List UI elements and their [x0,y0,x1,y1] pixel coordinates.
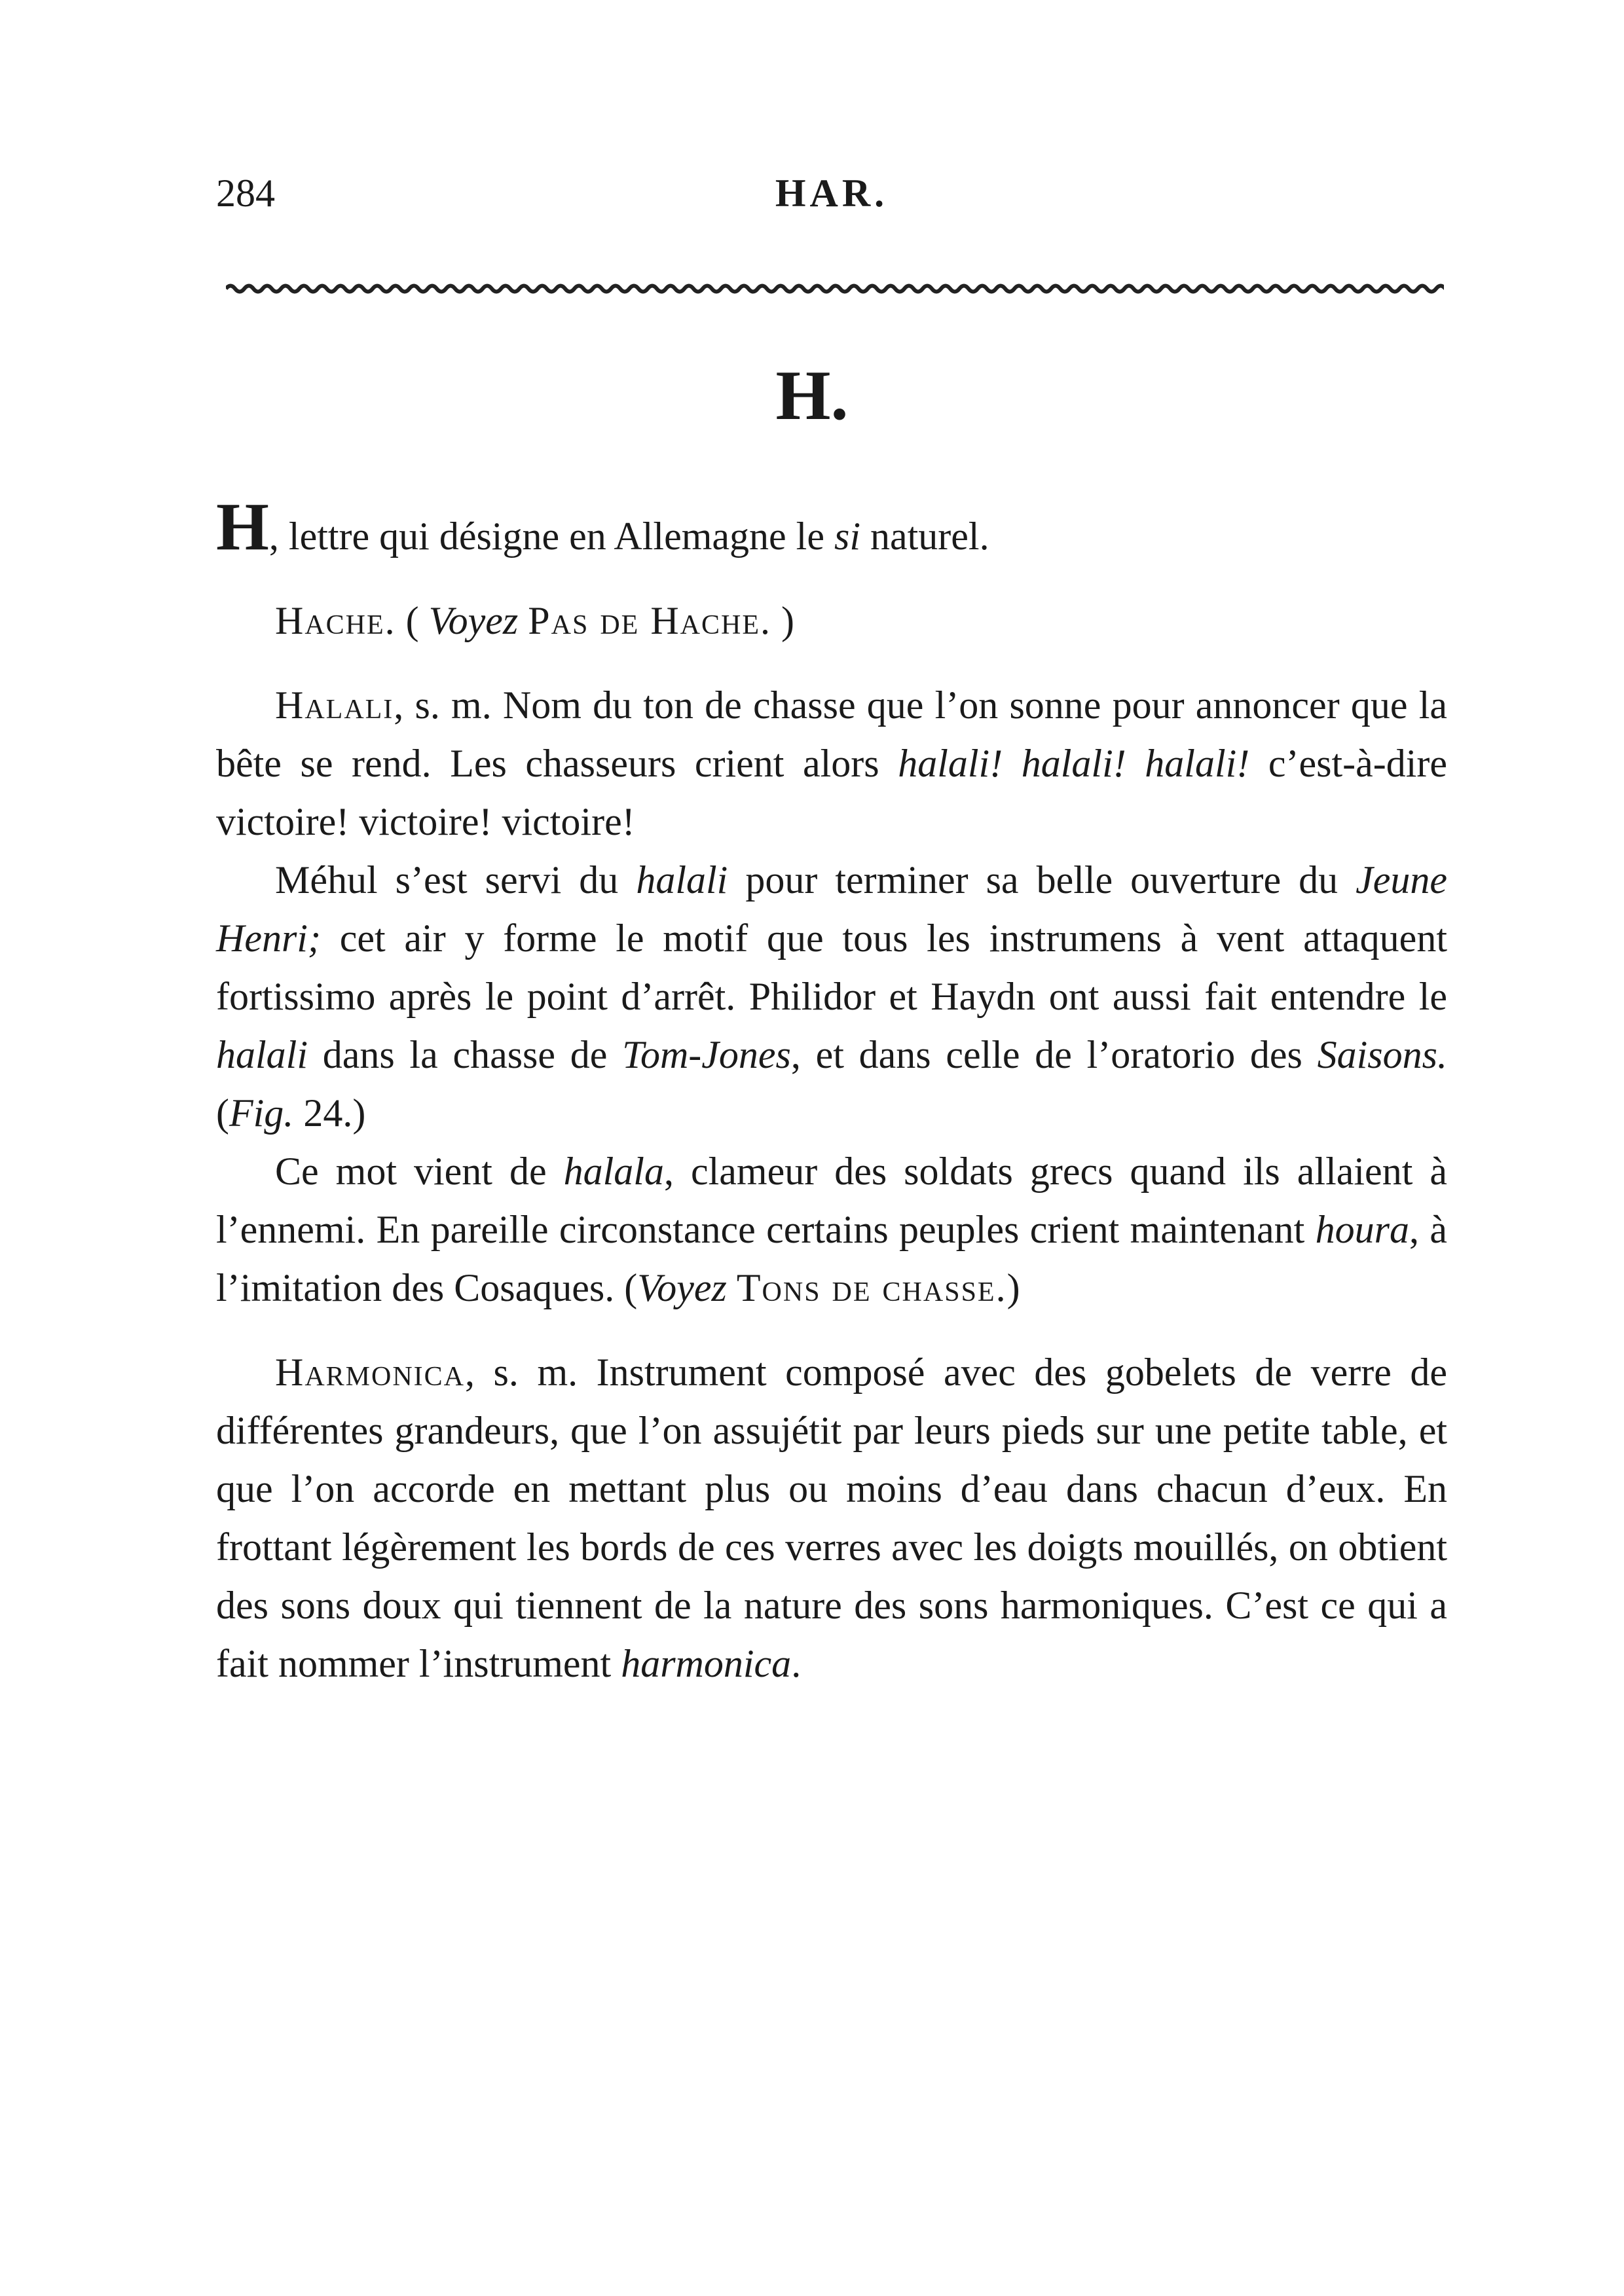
entry-text: dans la chasse de [308,1033,623,1076]
entry-harmonica [216,1343,1447,1693]
entry-italic: Fig. [229,1091,294,1135]
entry-text: , s. m. Instrument composé avec des gobelets de verre de différentes grandeurs, que l’on assujétit par leurs pieds sur une petite table, et que l’on accorde en mettant plus ou moins d’eau dans chacun d’eux. En frottant légèrement les bords de ces verres avec les doigts mouillés, on obtient des sons doux qui tiennent de la nature des sons harmoniques. C’est ce qui a fait nommer l’instrument [216,1351,1447,1685]
entry-text [518,599,528,642]
entry-text: ( [396,599,429,642]
entry-text: . [791,1642,802,1685]
section-letter: H. [775,357,849,435]
page-number: 284 [216,172,275,215]
entry-headword: Hache. [275,599,396,642]
paragraph-mehul [216,851,1447,1142]
entry-text: , et dans celle de l’oratorio des [790,1033,1318,1076]
cross-reference: Pas de Hache. [528,599,771,642]
dictionary-text [216,489,1448,1693]
decorative-wavy-rule [226,282,1444,296]
entry-italic: halala [563,1150,664,1193]
entry-text: , à l’imitation des Cosaques. ( [216,1208,1447,1309]
entry-italic: Tom-Jones [622,1033,791,1076]
entry-text: pour terminer sa belle ouverture du [728,858,1356,902]
entry-text: naturel. [860,515,989,558]
entry-text: , s. m. Nom du ton de chasse que l’on sonne pour annoncer que la bête se rend. Les chasseurs crient alors [216,683,1447,785]
entry-hache [216,592,1447,650]
entry-text: ) [771,599,794,642]
entry-text: , clameur des soldats grecs quand ils allaient à l’ennemi. En pareille circonstance certains peuples crient maintenant [216,1150,1447,1251]
entry-italic: Jeune Henri; [216,858,1448,960]
entry-italic: Voyez [428,599,519,642]
entry-text: cet air y forme le motif que tous les instrumens à vent attaquent fortissimo après le point d’arrêt. Philidor et Haydn ont aussi fait entendre le [216,917,1447,1018]
running-title: HAR. [775,172,889,215]
entry-headword: Harmonica [275,1351,466,1394]
entry-text: , lettre qui désigne en Allemagne le [268,515,834,558]
entry-headword: Halali [275,683,394,727]
entry-italic: halali! halali! halali! [898,742,1250,785]
entry-italic: si [834,515,860,558]
entry-halali [216,676,1447,851]
entry-italic: Saisons. [1317,1033,1447,1076]
entry-text: Méhul s’est servi du [275,858,637,902]
entry-italic: halali [636,858,728,902]
entry-text: Ce mot vient de [275,1150,564,1193]
entry-text: ( [216,1091,229,1135]
entry-text: c’est-à-dire victoire! victoire! victoire! [216,742,1447,843]
cross-reference: Tons de chasse. [736,1266,1007,1309]
entry-italic: harmonica [621,1642,792,1685]
entry-text: 24.) [293,1091,366,1135]
paragraph-ce-mot [216,1142,1447,1317]
entry-headword: H [216,489,269,564]
running-head [216,164,1447,223]
entry-text: ) [1006,1266,1020,1309]
entry-text [727,1266,737,1309]
entry-italic: halali [216,1033,308,1076]
entry-italic: houra [1315,1208,1409,1251]
entry-italic: Voyez [637,1266,727,1309]
entry-h [216,489,1447,566]
